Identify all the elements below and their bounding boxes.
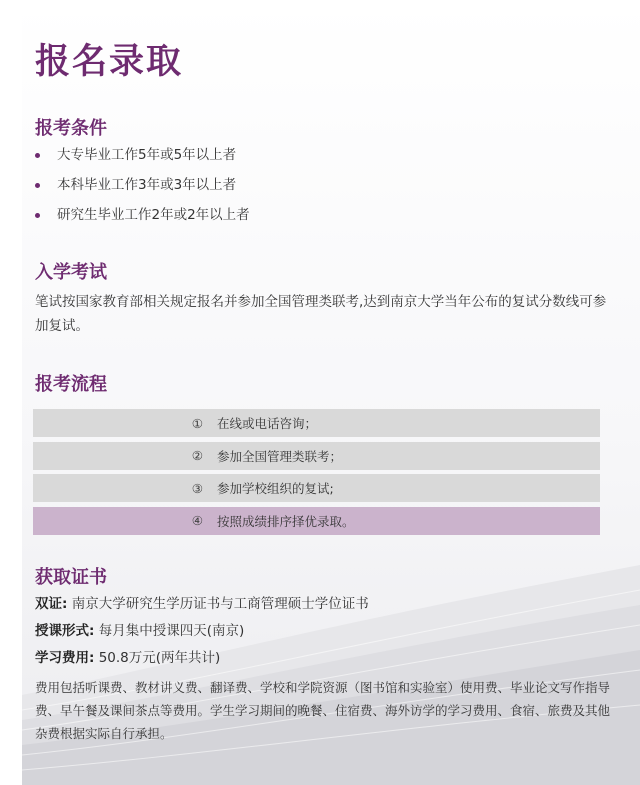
- step-number: ③: [191, 480, 203, 496]
- degree-line: [35, 592, 369, 612]
- fee-note: 费用包括听课费、教材讲义费、翻译费、学校和学院资源（图书馆和实验室）使用费、毕业论文写作指导费、早午餐及课间茶点等费用。学生学习期间的晚餐、住宿费、海外访学的学习费用、食宿、旅费及其他杂费根据实际自行承担。: [35, 680, 611, 741]
- page-background: [22, 0, 640, 785]
- process-title: 报考流程: [35, 374, 107, 395]
- format-label: 授课形式:: [35, 623, 95, 639]
- step-label: 按照成绩排序择优录取。: [217, 513, 355, 529]
- step-number: ②: [191, 448, 203, 463]
- process-step-1: [33, 409, 600, 437]
- process-step-4: [33, 507, 600, 535]
- fee-label: 学习费用:: [35, 650, 95, 666]
- exam-title: 入学考试: [35, 262, 107, 283]
- format-line: [35, 619, 244, 639]
- list-item: 研究生毕业工作2年或2年以上者: [35, 206, 250, 236]
- process-step-2: [33, 442, 600, 470]
- step-label: 在线或电话咨询；: [217, 416, 318, 431]
- step-number: ①: [191, 415, 203, 431]
- step-label: 参加全国管理类联考；: [217, 448, 343, 464]
- list-item: 本科毕业工作3年或3年以上者: [35, 176, 250, 206]
- list-item: 大专毕业工作5年或5年以上者: [35, 146, 250, 176]
- fee-line: [35, 646, 220, 666]
- degree-value: 南京大学研究生学历证书与工商管理硕士学位证书: [71, 596, 369, 612]
- certificate-title: 获取证书: [35, 567, 107, 588]
- conditions-title: 报考条件: [35, 118, 107, 139]
- process-step-3: [33, 474, 600, 502]
- page-title: 报名录取: [35, 42, 184, 82]
- fee-value: 50.8万元(两年共计): [98, 650, 221, 666]
- exam-text: 笔试按国家教育部相关规定报名并参加全国管理类联考,达到南京大学当年公布的复试分数线可参加复试。: [35, 294, 607, 334]
- degree-label: 双证:: [35, 596, 68, 612]
- process-steps: [33, 409, 600, 539]
- format-value: 每月集中授课四天(南京): [98, 623, 245, 639]
- step-label: 参加学校组织的复试;: [217, 481, 334, 496]
- step-number: ④: [191, 513, 203, 528]
- conditions-list: [35, 146, 250, 236]
